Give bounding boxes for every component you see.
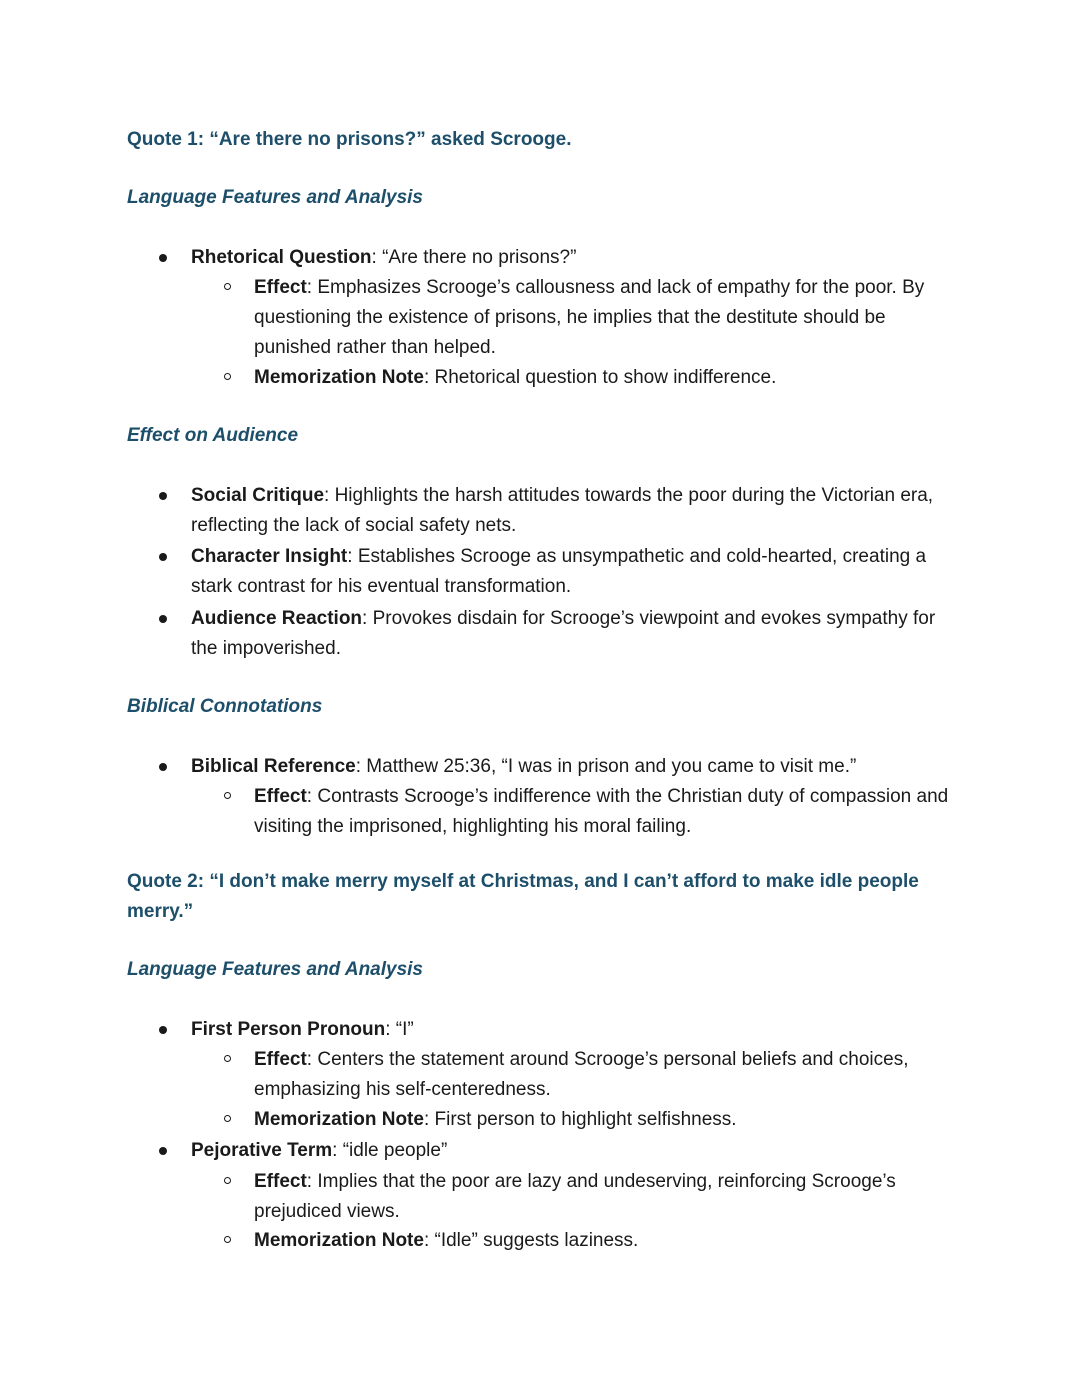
audience-term: Audience Reaction xyxy=(191,608,363,629)
audience-item-character-insight xyxy=(191,542,951,602)
audience-text: : Highlights the harsh attitudes towards the poor during the Victorian era, reflecting the lack of social safety nets. xyxy=(191,485,934,536)
quote-1-language-heading: Language Features and Analysis xyxy=(127,187,423,208)
first-person-pronoun-item xyxy=(191,1015,951,1045)
pronoun-text: : “I” xyxy=(385,1019,414,1040)
audience-term: Character Insight xyxy=(191,546,348,567)
rhetorical-effect-item xyxy=(254,273,954,363)
effect-text: : Implies that the poor are lazy and undeserving, reinforcing Scrooge’s prejudiced views. xyxy=(254,1171,896,1222)
pronoun-term: First Person Pronoun xyxy=(191,1019,386,1040)
memo-text: : First person to highlight selfishness. xyxy=(423,1109,737,1130)
memo-label: Memorization Note xyxy=(254,1230,424,1251)
rhetorical-question-item xyxy=(191,243,951,273)
memo-label: Memorization Note xyxy=(254,1109,424,1130)
biblical-effect-item xyxy=(254,782,954,842)
audience-term: Social Critique xyxy=(191,485,325,506)
memo-text: : Rhetorical question to show indifference. xyxy=(423,367,777,388)
pejorative-term: Pejorative Term xyxy=(191,1140,333,1161)
effect-text: : Contrasts Scrooge’s indifference with the Christian duty of compassion and visiting the imprisoned, highlighting his moral failing. xyxy=(254,786,949,837)
effect-on-audience-heading: Effect on Audience xyxy=(127,425,299,446)
audience-item-audience-reaction xyxy=(191,604,951,664)
memo-text: : “Idle” suggests laziness. xyxy=(423,1230,639,1251)
quote-2-language-heading: Language Features and Analysis xyxy=(127,959,423,980)
rhetorical-question-text: : “Are there no prisons?” xyxy=(371,247,577,268)
rhetorical-memo-item xyxy=(254,363,954,393)
audience-item-social-critique xyxy=(191,481,951,541)
biblical-term: Biblical Reference xyxy=(191,756,356,777)
biblical-reference-item xyxy=(191,752,951,782)
rhetorical-question-term: Rhetorical Question xyxy=(191,247,372,268)
pejorative-memo-item xyxy=(254,1226,954,1256)
quote-1-heading: Quote 1: “Are there no prisons?” asked Scrooge. xyxy=(127,129,572,150)
pejorative-text: : “idle people” xyxy=(332,1140,448,1161)
effect-text: : Centers the statement around Scrooge’s personal beliefs and choices, emphasizing his self-centeredness. xyxy=(254,1049,909,1100)
biblical-connotations-heading: Biblical Connotations xyxy=(127,696,323,717)
audience-text: : Provokes disdain for Scrooge’s viewpoint and evokes sympathy for the impoverished. xyxy=(191,608,936,659)
memo-label: Memorization Note xyxy=(254,367,424,388)
effect-label: Effect xyxy=(254,1049,307,1070)
effect-label: Effect xyxy=(254,1171,307,1192)
pejorative-term-item xyxy=(191,1136,951,1166)
pronoun-memo-item xyxy=(254,1105,954,1135)
effect-label: Effect xyxy=(254,277,307,298)
pronoun-effect-item xyxy=(254,1045,954,1105)
effect-text: : Emphasizes Scrooge’s callousness and lack of empathy for the poor. By questioning the existence of prisons, he implies that the destitute should be punished rather than helped. xyxy=(254,277,925,358)
effect-label: Effect xyxy=(254,786,307,807)
biblical-text: : Matthew 25:36, “I was in prison and you came to visit me.” xyxy=(355,756,857,777)
audience-text: : Establishes Scrooge as unsympathetic and cold-hearted, creating a stark contrast for his eventual transformation. xyxy=(191,546,927,597)
pejorative-effect-item xyxy=(254,1167,954,1227)
quote-2-heading: Quote 2: “I don’t make merry myself at Christmas, and I can’t afford to make idle people merry.” xyxy=(127,871,919,922)
